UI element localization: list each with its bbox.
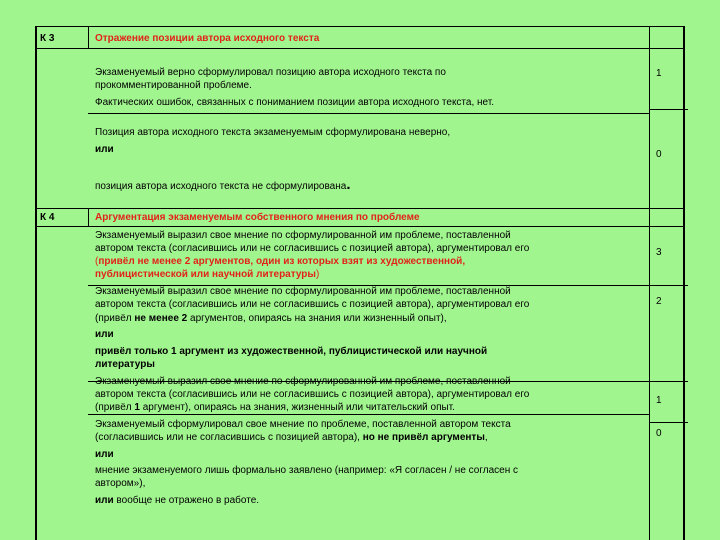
criterion-title-k4: Аргументация экзаменуемым собственного мнения по проблеме	[95, 212, 420, 223]
k4-c3-text: Экзаменуемый выразил свое мнение по сформулированной им проблеме, поставленной	[95, 230, 511, 241]
row-divider	[35, 48, 685, 49]
k4-c3-text: автором текста (согласившись или не согласившись с позицией автора), аргументировал его	[95, 243, 530, 254]
row-divider	[35, 226, 685, 227]
row-divider	[88, 414, 650, 415]
row-divider	[650, 381, 688, 382]
k3-c1-text: Экзаменуемый верно сформулировал позицию автора исходного текста по	[95, 67, 446, 78]
k3-c1-text: Фактических ошибок, связанных с пониманием позиции автора исходного текста, нет.	[95, 97, 495, 108]
criterion-code-k3: К 3	[40, 33, 55, 44]
k4-c2-text: автором текста (согласившись или не согласившись с позицией автора), аргументировал его	[95, 299, 530, 310]
k3-c1-text: прокомментированной проблеме.	[95, 80, 252, 91]
row-divider	[650, 422, 688, 423]
row-divider	[35, 208, 685, 209]
table-border-left	[35, 26, 37, 540]
k4-c0-text: (согласившись или не согласившись с позицией автора), но не привёл аргументы,	[95, 432, 488, 443]
k4-c2-or: или	[95, 329, 114, 340]
k4-score-3: 3	[656, 247, 662, 258]
k4-c0-text: автором»),	[95, 478, 146, 489]
row-divider	[650, 109, 688, 110]
k4-score-2: 2	[656, 296, 662, 307]
k3-c0-or: или	[95, 144, 114, 155]
k4-c1-text: автором текста (согласившись или не согласившись с позицией автора), аргументировал его	[95, 389, 530, 400]
k4-score-1: 1	[656, 395, 662, 406]
k4-c3-text: публицистической или научной литературы)	[95, 269, 320, 280]
k4-c2-text: Экзаменуемый выразил свое мнение по сформулированной им проблеме, поставленной	[95, 286, 511, 297]
k4-c2-text: привёл только 1 аргумент из художественной, публицистической или научной	[95, 346, 488, 357]
k4-c0-text: Экзаменуемый сформулировал свое мнение по проблеме, поставленной автором текста	[95, 419, 511, 430]
k4-c2-text: (привёл не менее 2 аргументов, опираясь на знания или жизненный опыт),	[95, 313, 447, 324]
row-divider	[650, 285, 688, 286]
k3-c0-text: Позиция автора исходного текста экзаменуемым сформулирована неверно,	[95, 127, 451, 138]
table-border-right	[683, 26, 685, 540]
criterion-code-k4: К 4	[40, 212, 55, 223]
row-divider	[35, 26, 685, 27]
k4-c3-text: (привёл не менее 2 аргументов, один из которых взят из художественной,	[95, 256, 466, 267]
criterion-title-k3: Отражение позиции автора исходного текста	[95, 33, 320, 44]
k3-score-0: 0	[656, 149, 662, 160]
row-divider	[88, 113, 650, 114]
k4-c2-text: литературы	[95, 359, 155, 370]
column-divider	[88, 26, 89, 48]
k4-score-0: 0	[656, 428, 662, 439]
k4-c1-text: (привёл 1 аргумент), опираясь на знания, жизненный или читательский опыт.	[95, 402, 455, 413]
k4-c0-or: или	[95, 449, 114, 460]
k3-score-1: 1	[656, 68, 662, 79]
column-divider	[88, 208, 89, 227]
k4-c1-text: Экзаменуемый выразил свое мнение по сформулированной им проблеме, поставленной	[95, 376, 511, 387]
k4-c0-text: мнение экзаменуемого лишь формально заявлено (например: «Я согласен / не согласен с	[95, 465, 519, 476]
score-column-divider	[649, 26, 650, 540]
k3-c0-text: позиция автора исходного текста не сформулирована.	[95, 176, 351, 193]
k4-c0-text: или вообще не отражено в работе.	[95, 495, 260, 506]
